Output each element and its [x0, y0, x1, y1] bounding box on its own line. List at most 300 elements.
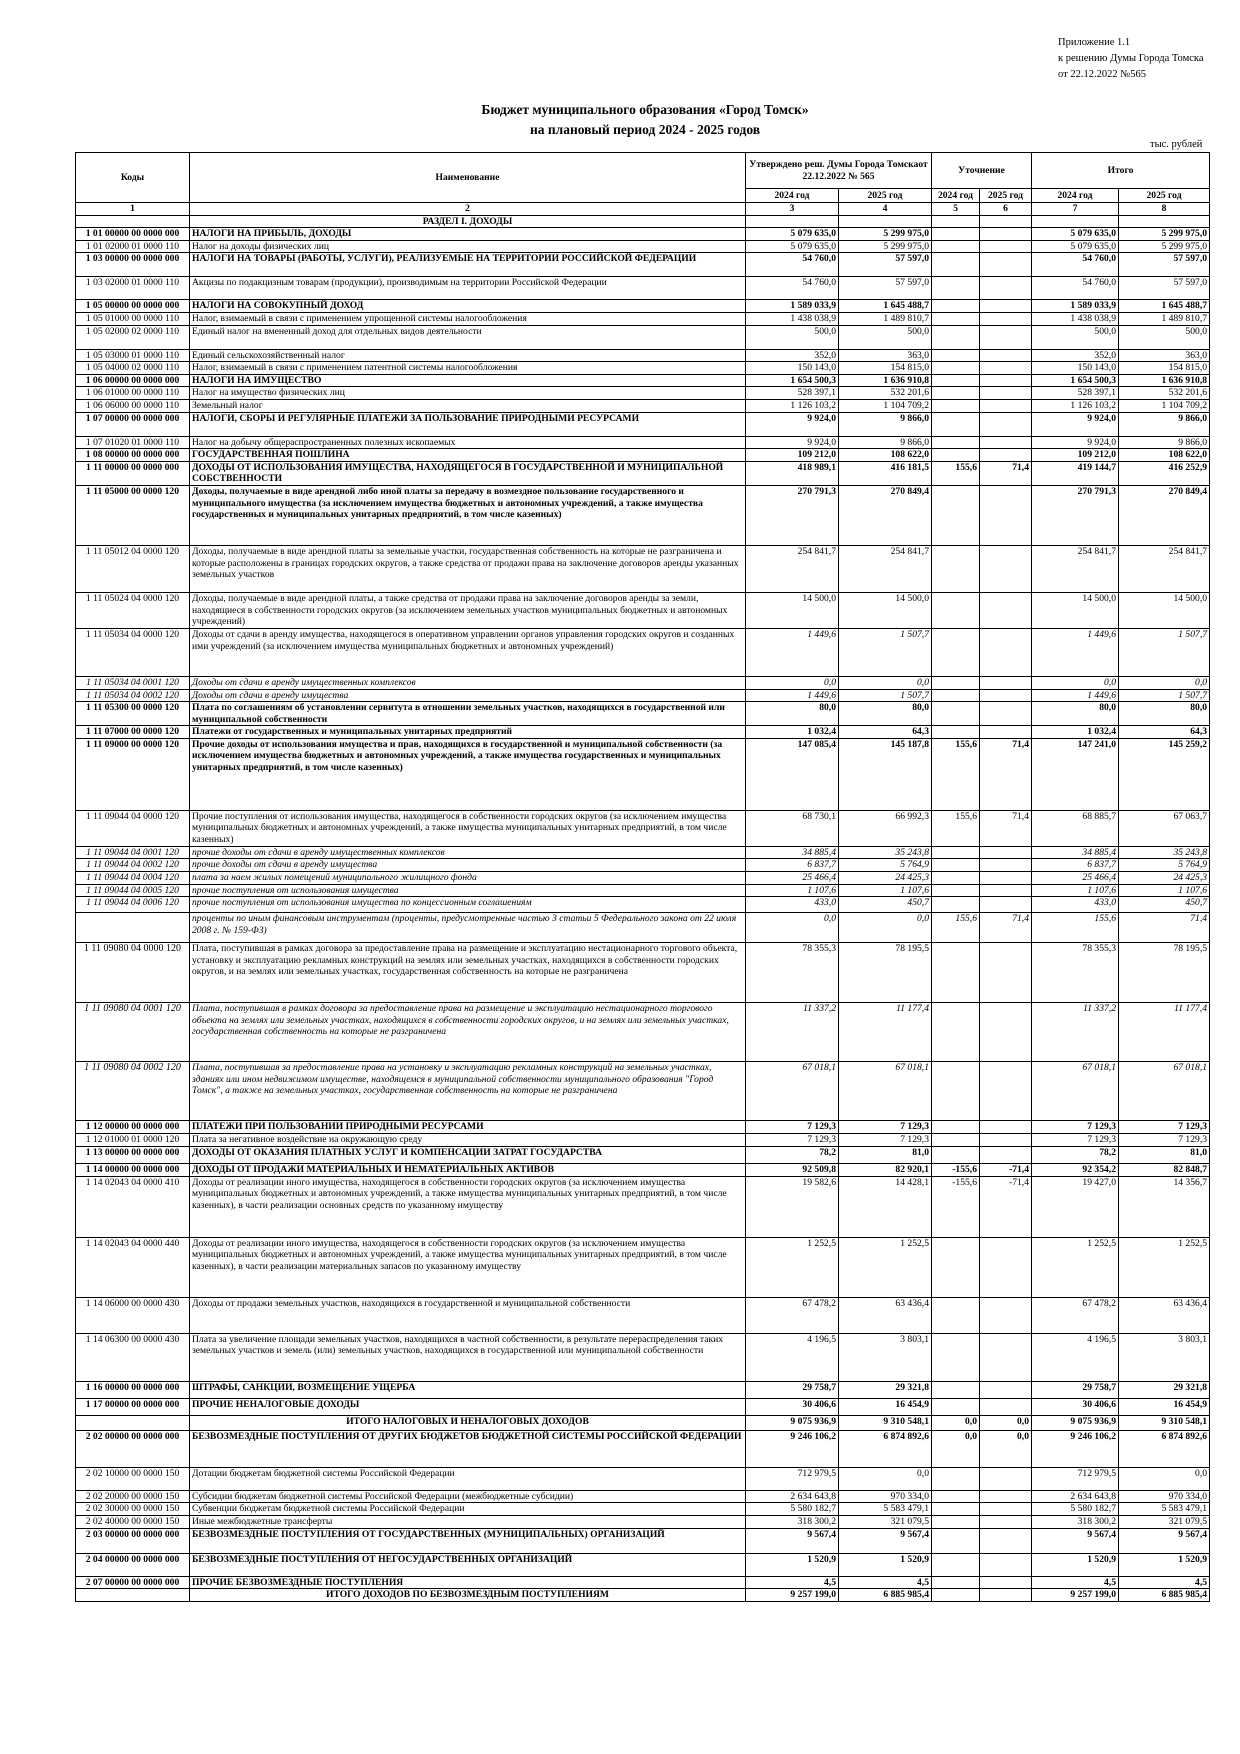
row-code: 1 03 02000 01 0000 110	[76, 277, 190, 300]
row-code: 1 01 02000 01 0000 110	[76, 240, 190, 253]
row-value-approved-2025: 24 425,3	[839, 872, 932, 885]
column-number-2: 2	[190, 203, 746, 216]
row-value-clarification-2024	[932, 676, 980, 689]
row-value-approved-2024: 318 300,2	[746, 1516, 839, 1529]
row-value-clarification-2025	[980, 253, 1032, 277]
units-label: тыс. рублей	[1150, 139, 1203, 150]
row-value-clarification-2024	[932, 1062, 980, 1121]
row-value-total-2024: 1 126 103,2	[1032, 399, 1119, 412]
row-value-total-2025: 11 177,4	[1119, 1003, 1210, 1062]
table-row	[76, 1589, 1210, 1602]
row-value-total-2024: 9 924,0	[1032, 412, 1119, 436]
row-value-clarification-2025	[980, 872, 1032, 885]
row-value-total-2024: 528 397,1	[1032, 387, 1119, 400]
row-value-clarification-2025	[980, 846, 1032, 859]
row-value-total-2025: 63 436,4	[1119, 1297, 1210, 1333]
row-value-total-2025: 108 622,0	[1119, 449, 1210, 462]
row-value-clarification-2025	[980, 1490, 1032, 1503]
row-value-approved-2024: 1 107,6	[746, 884, 839, 897]
row-value-clarification-2024	[932, 1121, 980, 1134]
row-value-approved-2025: 6 885 985,4	[839, 1589, 932, 1602]
row-value-clarification-2024	[932, 1490, 980, 1503]
row-value-clarification-2024	[932, 859, 980, 872]
table-row	[76, 676, 1210, 689]
row-code: 1 11 05024 04 0000 120	[76, 592, 190, 628]
row-value-approved-2024: 9 924,0	[746, 412, 839, 436]
row-value-total-2024: 1 654 500,3	[1032, 374, 1119, 387]
row-name: Налог на добычу общераспространенных полезных ископаемых	[190, 436, 746, 449]
table-row	[76, 436, 1210, 449]
row-value-clarification-2024	[932, 253, 980, 277]
row-value-total-2025: 35 243,8	[1119, 846, 1210, 859]
row-code	[76, 1415, 190, 1430]
row-value-clarification-2024	[932, 628, 980, 676]
row-value-total-2024: 67 478,2	[1032, 1297, 1119, 1333]
row-code: 1 11 09044 04 0004 120	[76, 872, 190, 885]
row-value-clarification-2024	[932, 399, 980, 412]
row-value-clarification-2025: 0,0	[980, 1415, 1032, 1430]
row-value-clarification-2025	[980, 399, 1032, 412]
row-value-total-2025: 1 104 709,2	[1119, 399, 1210, 412]
budget-table-body	[76, 215, 1210, 1601]
row-value-clarification-2024	[932, 436, 980, 449]
row-value-total-2024: 1 449,6	[1032, 689, 1119, 702]
row-value-total-2024: 1 032,4	[1032, 726, 1119, 739]
row-value-total-2025: 1 520,9	[1119, 1553, 1210, 1576]
row-code: 1 03 00000 00 0000 000	[76, 253, 190, 277]
row-value-approved-2025: 14 500,0	[839, 592, 932, 628]
row-value-approved-2024: 500,0	[746, 325, 839, 349]
table-row	[76, 1121, 1210, 1134]
row-value-approved-2025: 14 428,1	[839, 1176, 932, 1237]
row-value-approved-2025: 6 874 892,6	[839, 1430, 932, 1467]
row-value-clarification-2024	[932, 1553, 980, 1576]
row-value-approved-2024: 1 589 033,9	[746, 300, 839, 313]
row-value-approved-2025: 35 243,8	[839, 846, 932, 859]
row-name: ШТРАФЫ, САНКЦИИ, ВОЗМЕЩЕНИЕ УЩЕРБА	[190, 1381, 746, 1398]
row-name: ПРОЧИЕ БЕЗВОЗМЕЗДНЫЕ ПОСТУПЛЕНИЯ	[190, 1576, 746, 1589]
row-name: Платежи от государственных и муниципальных унитарных предприятий	[190, 726, 746, 739]
row-value-approved-2025: 1 507,7	[839, 689, 932, 702]
row-value-clarification-2024	[932, 1528, 980, 1553]
row-name: ПЛАТЕЖИ ПРИ ПОЛЬЗОВАНИИ ПРИРОДНЫМИ РЕСУРСАМИ	[190, 1121, 746, 1134]
row-value-approved-2025: 7 129,3	[839, 1121, 932, 1134]
row-value-total-2024: 5 580 182,7	[1032, 1503, 1119, 1516]
table-row	[76, 1503, 1210, 1516]
row-value-clarification-2024	[932, 1467, 980, 1490]
row-value-approved-2025: 67 018,1	[839, 1062, 932, 1121]
row-code: 2 07 00000 00 0000 000	[76, 1576, 190, 1589]
row-value-clarification-2024	[932, 545, 980, 592]
row-name: Налог, взимаемый в связи с применением упрощенной системы налогообложения	[190, 312, 746, 325]
table-row	[76, 1553, 1210, 1576]
row-value-approved-2025: 154 815,0	[839, 362, 932, 375]
row-code: 1 12 01000 01 0000 120	[76, 1134, 190, 1147]
row-value-total-2024: 30 406,6	[1032, 1398, 1119, 1415]
budget-table	[75, 152, 1210, 1602]
row-value-approved-2024: 68 730,1	[746, 810, 839, 846]
row-value-approved-2025: 1 645 488,7	[839, 300, 932, 313]
row-value-clarification-2024	[932, 1146, 980, 1163]
row-value-clarification-2024	[932, 872, 980, 885]
row-value-clarification-2025	[980, 702, 1032, 726]
row-value-total-2024: 4 196,5	[1032, 1333, 1119, 1381]
table-row	[76, 412, 1210, 436]
row-value-clarification-2025	[980, 1589, 1032, 1602]
row-value-total-2024: 54 760,0	[1032, 277, 1119, 300]
row-name: НАЛОГИ НА ПРИБЫЛЬ, ДОХОДЫ	[190, 228, 746, 241]
row-value-total-2025: 57 597,0	[1119, 277, 1210, 300]
row-value-approved-2024: 4,5	[746, 1576, 839, 1589]
row-value-approved-2024: 254 841,7	[746, 545, 839, 592]
row-value-clarification-2025	[980, 1516, 1032, 1529]
row-value-total-2025	[1119, 215, 1210, 228]
row-value-approved-2025: 5 299 975,0	[839, 228, 932, 241]
row-value-total-2025: 9 310 548,1	[1119, 1415, 1210, 1430]
row-code	[76, 913, 190, 943]
row-value-total-2025: 0,0	[1119, 1467, 1210, 1490]
row-value-total-2025: 4,5	[1119, 1576, 1210, 1589]
row-value-total-2025: 5 764,9	[1119, 859, 1210, 872]
row-value-clarification-2025	[980, 592, 1032, 628]
row-value-clarification-2024	[932, 312, 980, 325]
row-value-total-2025: 67 018,1	[1119, 1062, 1210, 1121]
row-name: ПРОЧИЕ НЕНАЛОГОВЫЕ ДОХОДЫ	[190, 1398, 746, 1415]
table-row	[76, 1237, 1210, 1297]
column-number-3: 3	[746, 203, 839, 216]
row-value-approved-2024	[746, 215, 839, 228]
row-value-clarification-2025	[980, 312, 1032, 325]
table-row	[76, 545, 1210, 592]
row-value-approved-2025: 7 129,3	[839, 1134, 932, 1147]
title-line-2: на плановый период 2024 - 2025 годов	[529, 122, 761, 137]
row-code: 1 01 00000 00 0000 000	[76, 228, 190, 241]
row-value-total-2024: 7 129,3	[1032, 1134, 1119, 1147]
row-value-clarification-2025	[980, 1528, 1032, 1553]
row-value-clarification-2025	[980, 1398, 1032, 1415]
row-value-approved-2025: 63 436,4	[839, 1297, 932, 1333]
row-value-total-2025: 9 866,0	[1119, 412, 1210, 436]
row-value-clarification-2025	[980, 436, 1032, 449]
row-value-total-2024: 67 018,1	[1032, 1062, 1119, 1121]
row-code: 2 04 00000 00 0000 000	[76, 1553, 190, 1576]
row-name: Субсидии бюджетам бюджетной системы Российской Федерации (межбюджетные субсидии)	[190, 1490, 746, 1503]
row-value-clarification-2025	[980, 859, 1032, 872]
row-value-clarification-2024	[932, 1003, 980, 1062]
row-value-approved-2024: 80,0	[746, 702, 839, 726]
row-value-clarification-2024: 0,0	[932, 1430, 980, 1467]
row-name: ДОХОДЫ ОТ ОКАЗАНИЯ ПЛАТНЫХ УСЛУГ И КОМПЕНСАЦИИ ЗАТРАТ ГОСУДАРСТВА	[190, 1146, 746, 1163]
row-value-total-2025: 363,0	[1119, 349, 1210, 362]
table-row	[76, 253, 1210, 277]
table-row	[76, 738, 1210, 810]
row-value-approved-2024: 712 979,5	[746, 1467, 839, 1490]
column-number-6: 6	[980, 203, 1032, 216]
table-row	[76, 215, 1210, 228]
row-name: Иные межбюджетные трансферты	[190, 1516, 746, 1529]
row-value-clarification-2024	[932, 1576, 980, 1589]
row-value-total-2025: 57 597,0	[1119, 253, 1210, 277]
table-row	[76, 1062, 1210, 1121]
row-value-clarification-2025	[980, 362, 1032, 375]
table-row	[76, 1176, 1210, 1237]
row-value-clarification-2024	[932, 449, 980, 462]
row-code: 1 16 00000 00 0000 000	[76, 1381, 190, 1398]
table-row	[76, 1398, 1210, 1415]
row-value-approved-2025: 9 866,0	[839, 436, 932, 449]
row-code: 1 11 09000 00 0000 120	[76, 738, 190, 810]
row-code: 1 06 01000 00 0000 110	[76, 387, 190, 400]
row-code: 1 13 00000 00 0000 000	[76, 1146, 190, 1163]
header-approved: Утверждено реш. Думы Города Томскаот 22.12.2022 № 565	[746, 153, 932, 189]
table-row	[76, 325, 1210, 349]
row-code: 1 11 05000 00 0000 120	[76, 485, 190, 545]
row-value-clarification-2025	[980, 1121, 1032, 1134]
row-value-clarification-2024	[932, 349, 980, 362]
row-name: Налог, взимаемый в связи с применением патентной системы налогообложения	[190, 362, 746, 375]
row-value-approved-2025: 4,5	[839, 1576, 932, 1589]
row-value-approved-2024: 1 449,6	[746, 628, 839, 676]
row-name: Доходы от реализации иного имущества, находящегося в собственности городских округов (за исключением имущества муниципальных бюджетных и автономных учреждений, а также имущества муниципальных унитарных предприятий, в том числе казенных), в части реализации основных средств по указанному имуществу	[190, 1176, 746, 1237]
row-name: Прочие доходы от использования имущества и прав, находящихся в государственной и муниципальной собственности (за исключением имущества бюджетных и автономных учреждений, а также имущества государственных и муниципальных унитарных предприятий, в том числе казенных)	[190, 738, 746, 810]
row-value-approved-2025: 0,0	[839, 676, 932, 689]
row-value-total-2025: 67 063,7	[1119, 810, 1210, 846]
row-name: НАЛОГИ, СБОРЫ И РЕГУЛЯРНЫЕ ПЛАТЕЖИ ЗА ПОЛЬЗОВАНИЕ ПРИРОДНЫМИ РЕСУРСАМИ	[190, 412, 746, 436]
row-value-approved-2024: 9 246 106,2	[746, 1430, 839, 1467]
row-value-total-2025: 7 129,3	[1119, 1121, 1210, 1134]
row-value-clarification-2025	[980, 1576, 1032, 1589]
table-row	[76, 702, 1210, 726]
row-value-approved-2025: 1 107,6	[839, 884, 932, 897]
table-row	[76, 913, 1210, 943]
row-value-total-2024: 352,0	[1032, 349, 1119, 362]
row-name: БЕЗВОЗМЕЗДНЫЕ ПОСТУПЛЕНИЯ ОТ НЕГОСУДАРСТВЕННЫХ ОРГАНИЗАЦИЙ	[190, 1553, 746, 1576]
row-value-clarification-2024	[932, 300, 980, 313]
row-code: 1 11 09080 04 0001 120	[76, 1003, 190, 1062]
row-value-approved-2024: 1 032,4	[746, 726, 839, 739]
row-value-approved-2025: 5 299 975,0	[839, 240, 932, 253]
table-row	[76, 240, 1210, 253]
row-value-total-2024: 68 885,7	[1032, 810, 1119, 846]
row-value-total-2025: 71,4	[1119, 913, 1210, 943]
row-value-approved-2025: 0,0	[839, 913, 932, 943]
row-value-total-2025: 416 252,9	[1119, 461, 1210, 485]
row-value-clarification-2025	[980, 726, 1032, 739]
row-code: 1 11 09044 04 0002 120	[76, 859, 190, 872]
row-code: 1 11 09044 04 0006 120	[76, 897, 190, 913]
row-value-total-2024: 5 079 635,0	[1032, 240, 1119, 253]
row-value-total-2024: 1 449,6	[1032, 628, 1119, 676]
row-value-total-2024	[1032, 215, 1119, 228]
row-value-total-2024: 14 500,0	[1032, 592, 1119, 628]
row-code	[76, 215, 190, 228]
header-clarification-2025: 2025 год	[980, 189, 1032, 203]
row-value-total-2025: 1 645 488,7	[1119, 300, 1210, 313]
row-name: Налог на имущество физических лиц	[190, 387, 746, 400]
table-row	[76, 228, 1210, 241]
row-value-total-2024: 2 634 643,8	[1032, 1490, 1119, 1503]
row-value-clarification-2025	[980, 943, 1032, 1003]
row-code: 1 17 00000 00 0000 000	[76, 1398, 190, 1415]
row-code: 1 11 09080 04 0002 120	[76, 1062, 190, 1121]
row-value-approved-2024: 5 079 635,0	[746, 228, 839, 241]
row-value-approved-2025: 78 195,5	[839, 943, 932, 1003]
row-name: ИТОГО ДОХОДОВ ПО БЕЗВОЗМЕЗДНЫМ ПОСТУПЛЕНИЯМ	[190, 1589, 746, 1602]
row-code: 1 05 04000 02 0000 110	[76, 362, 190, 375]
row-name: прочие доходы от сдачи в аренду имущества	[190, 859, 746, 872]
row-value-approved-2025: 82 920,1	[839, 1163, 932, 1176]
row-value-approved-2024: 270 791,3	[746, 485, 839, 545]
table-row	[76, 884, 1210, 897]
row-value-total-2025: 29 321,8	[1119, 1381, 1210, 1398]
row-value-approved-2024: 92 509,8	[746, 1163, 839, 1176]
row-code: 1 14 00000 00 0000 000	[76, 1163, 190, 1176]
row-value-total-2025: 1 489 810,7	[1119, 312, 1210, 325]
row-value-clarification-2024	[932, 1516, 980, 1529]
row-value-total-2024: 11 337,2	[1032, 1003, 1119, 1062]
row-value-approved-2025: 1 507,7	[839, 628, 932, 676]
row-value-total-2025: 450,7	[1119, 897, 1210, 913]
row-value-clarification-2025	[980, 1333, 1032, 1381]
row-value-approved-2024: 1 438 038,9	[746, 312, 839, 325]
header-total: Итого	[1032, 153, 1210, 189]
row-value-approved-2024: 9 924,0	[746, 436, 839, 449]
row-value-clarification-2024	[932, 387, 980, 400]
row-value-approved-2025: 270 849,4	[839, 485, 932, 545]
row-value-clarification-2025: -71,4	[980, 1163, 1032, 1176]
column-number-1: 1	[76, 203, 190, 216]
row-value-approved-2024: 352,0	[746, 349, 839, 362]
row-value-clarification-2025	[980, 1553, 1032, 1576]
table-row	[76, 846, 1210, 859]
row-value-clarification-2024	[932, 1134, 980, 1147]
row-name: ДОХОДЫ ОТ ПРОДАЖИ МАТЕРИАЛЬНЫХ И НЕМАТЕРИАЛЬНЫХ АКТИВОВ	[190, 1163, 746, 1176]
row-name: Доходы от реализации иного имущества, находящегося в собственности городских округов (за исключением имущества муниципальных бюджетных и автономных учреждений, а также имущества муниципальных унитарных предприятий, в том числе казенных), в части реализации материальных запасов по указанному имуществу	[190, 1237, 746, 1297]
row-value-total-2024: 270 791,3	[1032, 485, 1119, 545]
row-value-approved-2025: 11 177,4	[839, 1003, 932, 1062]
row-value-clarification-2024	[932, 362, 980, 375]
row-value-clarification-2024	[932, 1398, 980, 1415]
row-value-approved-2025: 970 334,0	[839, 1490, 932, 1503]
row-code: 1 14 02043 04 0000 410	[76, 1176, 190, 1237]
table-row	[76, 872, 1210, 885]
row-code: 1 11 05034 04 0001 120	[76, 676, 190, 689]
row-value-clarification-2024	[932, 592, 980, 628]
row-value-approved-2024: 25 466,4	[746, 872, 839, 885]
row-value-total-2024: 92 354,2	[1032, 1163, 1119, 1176]
row-value-clarification-2025	[980, 277, 1032, 300]
row-value-total-2025: 154 815,0	[1119, 362, 1210, 375]
row-value-approved-2024: 7 129,3	[746, 1134, 839, 1147]
row-value-approved-2025: 57 597,0	[839, 253, 932, 277]
row-value-approved-2025: 1 520,9	[839, 1553, 932, 1576]
row-value-clarification-2024	[932, 228, 980, 241]
row-code: 2 02 40000 00 0000 150	[76, 1516, 190, 1529]
row-name: Плата за увеличение площади земельных участков, находящихся в частной собственности, в результате перераспределения таких земельных участков и земель (или) земельных участков, находящихся в государственной или муниципальной собственности	[190, 1333, 746, 1381]
header-total-2025: 2025 год	[1119, 189, 1210, 203]
row-value-total-2025: 14 356,7	[1119, 1176, 1210, 1237]
row-value-total-2025: 5 299 975,0	[1119, 240, 1210, 253]
row-value-total-2024: 54 760,0	[1032, 253, 1119, 277]
row-value-clarification-2025	[980, 545, 1032, 592]
row-value-total-2024: 147 241,0	[1032, 738, 1119, 810]
row-value-total-2024: 4,5	[1032, 1576, 1119, 1589]
row-value-clarification-2025	[980, 325, 1032, 349]
table-row	[76, 387, 1210, 400]
row-name: Плата за негативное воздействие на окружающую среду	[190, 1134, 746, 1147]
row-value-approved-2025: 66 992,3	[839, 810, 932, 846]
table-row	[76, 277, 1210, 300]
row-name: Доходы от сдачи в аренду имущественных комплексов	[190, 676, 746, 689]
row-value-clarification-2024	[932, 412, 980, 436]
row-value-total-2024: 29 758,7	[1032, 1381, 1119, 1398]
row-code: 1 07 01020 01 0000 110	[76, 436, 190, 449]
row-value-total-2025: 1 252,5	[1119, 1237, 1210, 1297]
row-name: Доходы, получаемые в виде арендной платы, а также средства от продажи права на заключение договоров аренды за земли, находящиеся в собственности городских округов (за исключением земельных участков муниципальных бюджетных и автономных учреждений)	[190, 592, 746, 628]
row-value-clarification-2025	[980, 1467, 1032, 1490]
row-code: 1 11 09044 04 0000 120	[76, 810, 190, 846]
table-row	[76, 374, 1210, 387]
row-value-total-2024: 155,6	[1032, 913, 1119, 943]
row-value-total-2024: 109 212,0	[1032, 449, 1119, 462]
row-name: Земельный налог	[190, 399, 746, 412]
row-value-approved-2024: 6 837,7	[746, 859, 839, 872]
row-value-clarification-2024: 155,6	[932, 810, 980, 846]
row-code: 1 12 00000 00 0000 000	[76, 1121, 190, 1134]
row-value-clarification-2024	[932, 884, 980, 897]
row-code: 1 11 00000 00 0000 000	[76, 461, 190, 485]
row-code: 1 11 05012 04 0000 120	[76, 545, 190, 592]
row-value-clarification-2025	[980, 215, 1032, 228]
row-value-total-2024: 34 885,4	[1032, 846, 1119, 859]
row-name: Налог на доходы физических лиц	[190, 240, 746, 253]
row-value-total-2025: 321 079,5	[1119, 1516, 1210, 1529]
row-value-total-2024: 318 300,2	[1032, 1516, 1119, 1529]
row-value-approved-2025: 450,7	[839, 897, 932, 913]
table-row	[76, 1430, 1210, 1467]
row-name: НАЛОГИ НА ИМУЩЕСТВО	[190, 374, 746, 387]
row-value-total-2025: 145 259,2	[1119, 738, 1210, 810]
header-codes: Коды	[76, 153, 190, 203]
row-value-total-2025: 6 885 985,4	[1119, 1589, 1210, 1602]
title-line-1: Бюджет муниципального образования «Город Томск»	[481, 102, 809, 117]
row-value-total-2024: 1 520,9	[1032, 1553, 1119, 1576]
row-name: БЕЗВОЗМЕЗДНЫЕ ПОСТУПЛЕНИЯ ОТ ГОСУДАРСТВЕННЫХ (МУНИЦИПАЛЬНЫХ) ОРГАНИЗАЦИЙ	[190, 1528, 746, 1553]
row-code: 1 11 05034 04 0000 120	[76, 628, 190, 676]
column-number-4: 4	[839, 203, 932, 216]
row-value-approved-2024: 14 500,0	[746, 592, 839, 628]
row-value-clarification-2024: 155,6	[932, 913, 980, 943]
row-value-total-2024: 80,0	[1032, 702, 1119, 726]
row-code: 2 02 30000 00 0000 150	[76, 1503, 190, 1516]
row-value-approved-2024: 418 989,1	[746, 461, 839, 485]
row-value-approved-2024: 1 252,5	[746, 1237, 839, 1297]
row-code: 1 14 06000 00 0000 430	[76, 1297, 190, 1333]
row-name: Доходы, получаемые в виде арендной либо иной платы за передачу в возмездное пользование государственного и муниципального имущества (за исключением имущества бюджетных и автономных учреждений, а также имущества государственных и муниципальных унитарных предприятий, в том числе казенных)	[190, 485, 746, 545]
row-code: 2 02 10000 00 0000 150	[76, 1467, 190, 1490]
table-row	[76, 1490, 1210, 1503]
row-value-clarification-2025	[980, 1146, 1032, 1163]
row-value-clarification-2025	[980, 1381, 1032, 1398]
table-row	[76, 1003, 1210, 1062]
row-value-total-2025: 78 195,5	[1119, 943, 1210, 1003]
row-name: прочие поступления от использования имущества по концессионным соглашениям	[190, 897, 746, 913]
table-row	[76, 1415, 1210, 1430]
header-approved-2024: 2024 год	[746, 189, 839, 203]
row-value-clarification-2024	[932, 846, 980, 859]
row-code: 1 07 00000 00 0000 000	[76, 412, 190, 436]
column-number-5: 5	[932, 203, 980, 216]
